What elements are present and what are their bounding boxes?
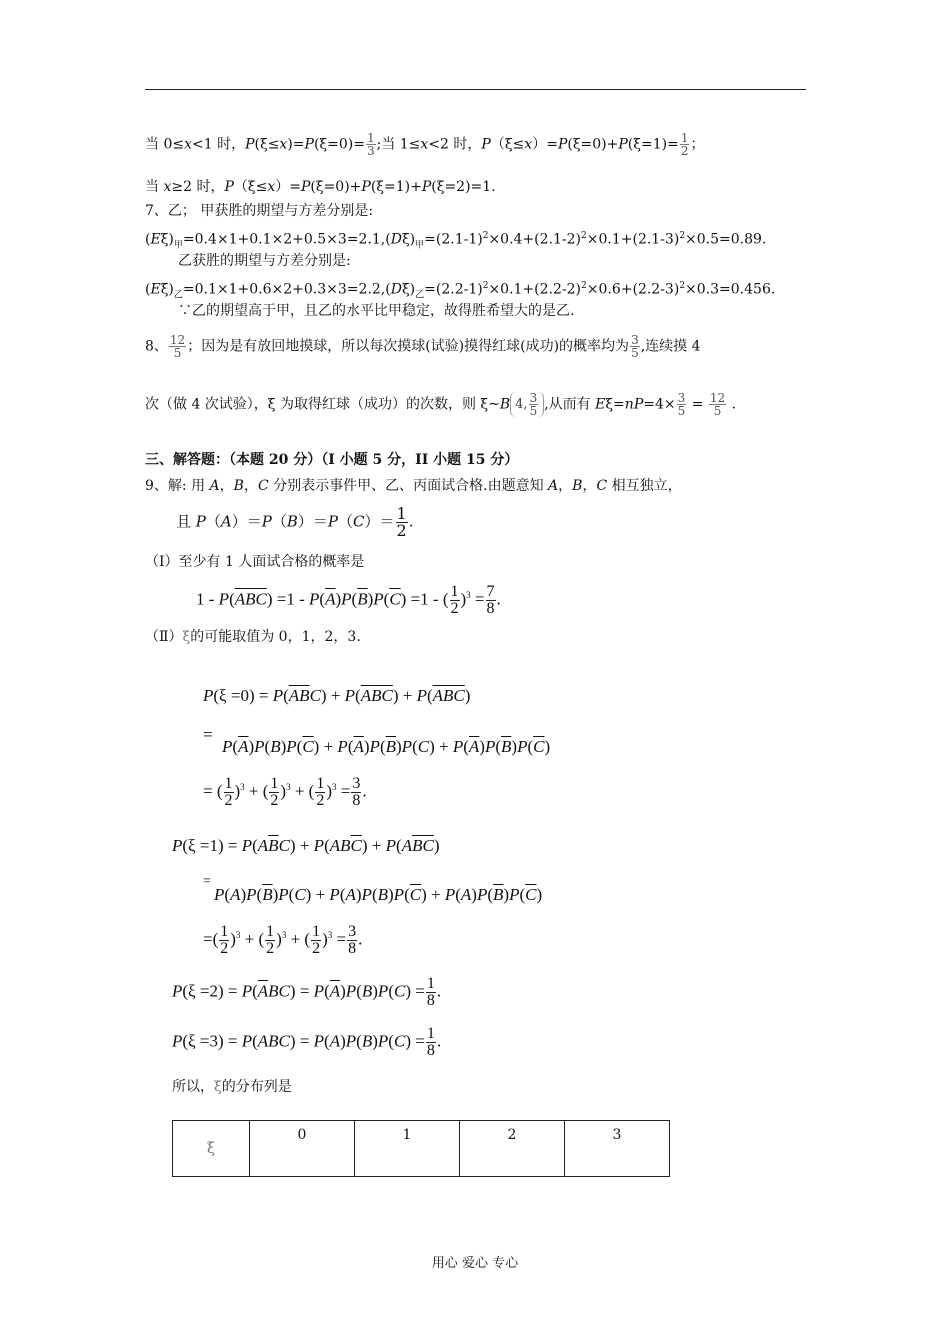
table-cell: 0	[250, 1121, 355, 1177]
equation-p0-expand: $P(\overline{A})P(B)P(\overline{C}) + P(\overline{A})P(\overline{B})P(C) + P(\overline{A})P(\overline{B})P(\overline{C})$	[222, 737, 551, 756]
equals-sign-2: =	[203, 874, 211, 889]
line-cdf-2: 当 x≥2 时，P（ξ≤x）=P(ξ=0)+P(ξ=1)+P(ξ=2)=1.	[145, 179, 496, 195]
equals-sign-1: =	[203, 725, 213, 744]
table-cell: 3	[565, 1121, 670, 1177]
equation-p3: P(ξ =3) = P(ABC) = P(A)P(B)P(C) = $\frac{1}{8}$ .	[172, 1025, 442, 1059]
answer-7: 7、乙； 甲获胜的期望与方差分别是:	[145, 203, 374, 219]
expectation-yi: $(E\xi)_乙=0.1\times 1+0.6\times 2+0.3\times 3=2.2,(D\xi)_乙=(2.2-1)^2\times 0.1+(2.2-2)^2\times 0.6+(2.2-3)^2\times 0.3=0.456$.	[145, 281, 776, 301]
fraction-12-5: $\frac{12}{5}$	[169, 333, 186, 360]
distribution-intro: 所以，ξ的分布列是	[172, 1079, 292, 1095]
answer-9-intro: 9、解: 用 A，B，C 分别表示事件甲、乙、丙面试合格.由题意知 A，B，C 相互独立，	[145, 478, 682, 494]
equation-p1-expand: $P(A)P(\overline{B})P(C) + P(A)P(B)P(\overline{C}) + P(A)P(\overline{B})P(\overline{C})$	[214, 885, 543, 904]
header-rule	[145, 89, 806, 90]
equation-p0-value: = ( $\frac{1}{2}$ )$^3$ + ( $\frac{1}{2}$ )$^3$ + ( $\frac{1}{2}$ )$^3$ = $\frac{3}{8}$ .	[203, 775, 367, 809]
yi-header: 乙获胜的期望与方差分别是:	[178, 253, 351, 269]
xi-symbol: ξ	[182, 629, 191, 645]
table-header-xi: ξ	[173, 1121, 250, 1177]
equation-part-1: $1 - P(\overline{ABC}) =1 - P(\overline{A})P(\overline{B})P(\overline{C}) =1$ - ( $\frac{1}{2}$ )$^3$ = $\frac{7}{8}$ .	[196, 583, 501, 617]
section-3-title: 三、解答题：（本题 20 分）（I 小题 5 分，II 小题 15 分）	[145, 452, 519, 468]
part-1-title: （Ⅰ）至少有 1 人面试合格的概率是	[145, 554, 365, 570]
answer-8: 8、 $\frac{12}{5}$ ；因为是有放回地摸球，所以每次摸球(试验)摸得红球(成功)的概率均为 $\frac{3}{5}$ ,连续摸 4	[145, 333, 701, 360]
fraction-3-5: $\frac{3}{5}$	[631, 333, 639, 360]
expectation-jia: $(E\xi)_甲=0.4\times 1+0.1\times 2+0.5\times 3=2.1,(D\xi)_甲=(2.1-1)^2\times 0.4+(2.1-2)^2\times 0.1+(2.1-3)^2\times 0.5=0.89$.	[145, 231, 767, 251]
table-cell: 1	[355, 1121, 460, 1177]
equation-p1: $P(\xi =1) = P(A\overline{B}C) + P(AB\overline{C}) + P(A\overline{BC})$	[172, 836, 440, 855]
line-cdf-1: 当 0≤x<1 时，P(ξ≤x)=P(ξ=0)= $\frac{1}{3}$ ;当 1≤x<2 时，P（ξ≤x）=P(ξ=0)+P(ξ=1)= $\frac{1}{2}$ ；	[145, 131, 705, 158]
equation-p1-value: =( $\frac{1}{2}$ )$^3$ + ( $\frac{1}{2}$ )$^3$ + ( $\frac{1}{2}$ )$^3$ = $\frac{3}{8}$ .	[203, 923, 363, 957]
conclusion-7: ∵乙的期望高于甲，且乙的水平比甲稳定，故得胜希望大的是乙.	[178, 303, 575, 319]
table-cell: 2	[460, 1121, 565, 1177]
equation-p0: $P(\xi =0) = P(\overline{A}\overline{B}C) + P(\overline{A}\overline{B}\overline{C}) + P(\overline{ABC})$	[203, 686, 471, 705]
part-2-title: （Ⅱ）ξ的可能取值为 0，1，2，3.	[145, 629, 361, 645]
answer-8-cont: 次（做 4 次试验），ξ 为取得红球（成功）的次数，则 ξ~B 4, $\frac{3}{5}$ ,从而有 Eξ=nP=4× $\frac{3}{5}$ = $\frac{12}{5}$ .	[145, 391, 737, 418]
equation-p2: $P(\xi =2) = P(\overline{A}BC) = P(\overline{A})P(B)P(C)$ = $\frac{1}{8}$ .	[172, 975, 442, 1009]
prob-equal-half: 且 P（A）＝P（B）＝P（C）＝ $\frac{1}{2}$ .	[176, 504, 414, 540]
fraction-1-2: $\frac{1}{2}$	[680, 131, 689, 158]
binomial-params: 4, $\frac{3}{5}$	[510, 392, 544, 417]
page-footer: 用心 爱心 专心	[431, 1256, 519, 1271]
fraction-1-3: $\frac{1}{3}$	[366, 131, 375, 158]
distribution-table	[172, 1120, 670, 1177]
table-row	[173, 1121, 670, 1177]
